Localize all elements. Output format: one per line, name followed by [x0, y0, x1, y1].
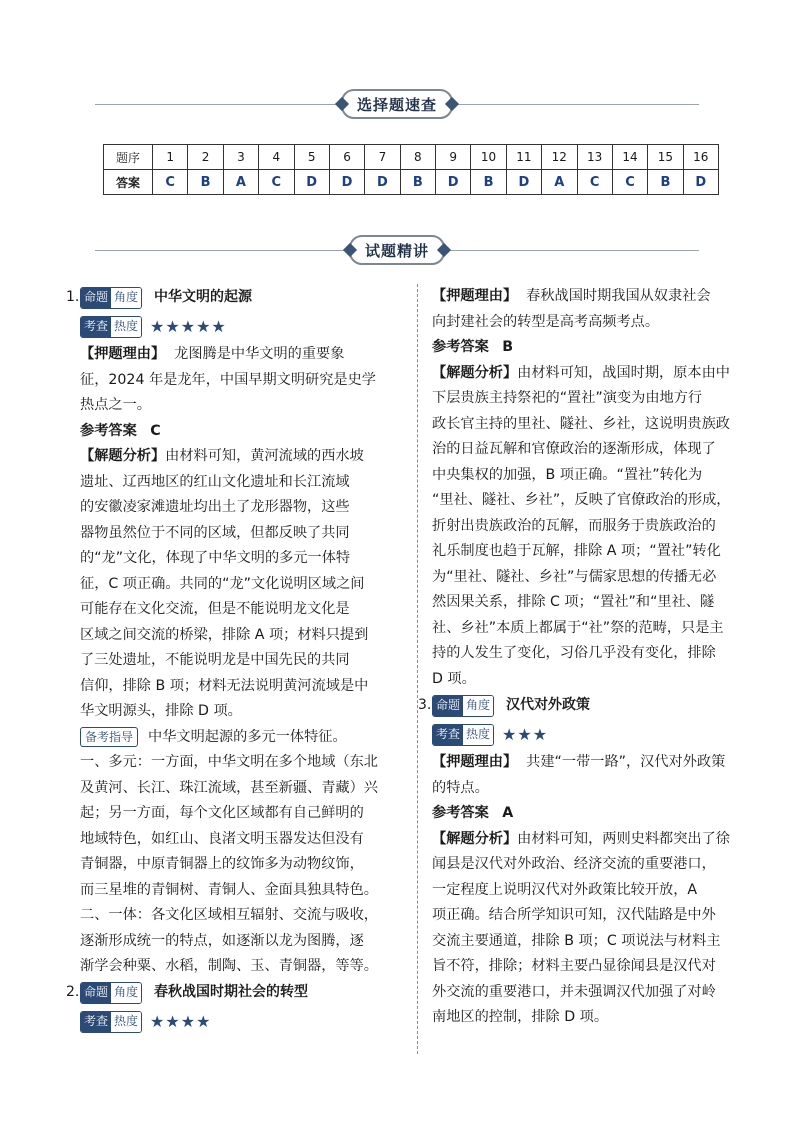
number-cell: 12 — [542, 145, 577, 170]
answer-value: A — [502, 805, 514, 821]
number-cell: 3 — [223, 145, 258, 170]
number-cell: 9 — [436, 145, 471, 170]
text-line: 持的人发生了变化，习俗几乎没有变化，排除 — [432, 645, 716, 661]
tag-part: 热度 — [463, 725, 493, 745]
text-line: 而三星堆的青铜树、青铜人、金面具独具特色。 — [80, 881, 378, 898]
number-cell: 13 — [577, 145, 612, 170]
right-column — [418, 284, 756, 1031]
text-line: 青铜器，中原青铜器上的纹饰多为动物纹饰， — [80, 856, 364, 872]
answer-table — [103, 144, 719, 195]
text-line: 可能存在文化交流，但是不能说明龙文化是 — [80, 601, 350, 617]
text-line: 了三处遗址，不能说明龙是中国先民的共同 — [80, 652, 350, 668]
text-line: 的安徽凌家滩遗址均出土了龙形器物，这些 — [80, 499, 350, 515]
text-span: 由材料可知，黄河流域的西水坡 — [165, 448, 364, 464]
angle-tag — [80, 287, 142, 309]
tag-part: 考查 — [81, 317, 111, 337]
answer-cell: D — [506, 170, 541, 195]
q2-title: 春秋战国时期社会的转型 — [154, 984, 309, 1001]
text-line: 渐学会种粟、水稻，制陶、玉、青铜器，等等。 — [80, 958, 378, 974]
text-line: 信仰，排除 B 项；材料无法说明黄河流域是中 — [80, 677, 369, 694]
number-cell: 5 — [294, 145, 329, 170]
number-cell: 6 — [329, 145, 364, 170]
answer-cell: B — [648, 170, 683, 195]
answer-cell: B — [471, 170, 506, 195]
tag-part: 角度 — [111, 288, 141, 308]
answer-label: 参考答案 — [432, 805, 489, 821]
text-line: D 项。 — [432, 670, 476, 687]
analysis-label: 【解题分析】 — [432, 364, 518, 381]
tag-part: 考查 — [81, 1012, 111, 1032]
analysis-label: 【解题分析】 — [80, 448, 166, 464]
text-line: 一、多元：一方面，中华文明在多个地域（东北 — [80, 754, 378, 770]
text-line: 旨不符，排除；材料主要凸显徐闻县是汉代对 — [432, 958, 716, 974]
q3-title: 汉代对外政策 — [506, 696, 591, 713]
heat-tag — [432, 724, 494, 746]
text-line: 交流主要通道，排除 B 项；C 项说法与材料主 — [432, 932, 721, 949]
banner-title: 试题精讲 — [349, 235, 445, 265]
text-line: 逐渐形成统一的特点，如逐渐以龙为图腾，逐 — [80, 932, 364, 949]
q3-heat — [432, 721, 756, 748]
answer-cell: D — [683, 170, 718, 195]
answer-row — [104, 170, 719, 195]
text-line: 地域特色，如红山、良渚文明玉器发达但没有 — [80, 830, 364, 847]
text-line — [432, 284, 756, 310]
text-line: 项正确。结合所学知识可知，汉代陆路是中外 — [432, 907, 716, 923]
text-line — [432, 827, 756, 853]
number-cell: 2 — [188, 145, 223, 170]
text-line: 然因果关系，排除 C 项；“置社”和“里社、隧 — [432, 594, 715, 610]
q2-heat — [80, 1009, 404, 1036]
number-cell: 8 — [400, 145, 435, 170]
tag-part: 角度 — [111, 983, 141, 1003]
answer-cell: B — [188, 170, 223, 195]
text-span: 由材料可知，两则史料都突出了徐 — [517, 830, 730, 847]
guide-text: 中华文明起源的多元一体特征。 — [148, 728, 347, 745]
text-line: 器物虽然位于不同的区域，但都反映了共同 — [80, 524, 350, 541]
q2-number: 2. — [66, 984, 80, 1001]
text-line — [80, 444, 404, 470]
number-cell: 7 — [365, 145, 400, 170]
tag-part: 命题 — [81, 983, 111, 1003]
text-line: “里社、隧社、乡社”，反映了官僚政治的形成， — [432, 492, 731, 508]
text-line: 外交流的重要港口，并未强调汉代加强了对岭 — [432, 983, 716, 1000]
answer-cell: D — [329, 170, 364, 195]
number-row — [104, 145, 719, 170]
text-line: 一定程度上说明汉代对外政策比较开放，A — [432, 881, 698, 898]
number-cell: 15 — [648, 145, 683, 170]
angle-tag — [80, 982, 142, 1004]
q2-heading — [66, 980, 404, 1007]
reason-label: 【押题理由】 — [432, 754, 518, 770]
answer-value: C — [150, 422, 161, 439]
answer-cell: C — [612, 170, 647, 195]
text-line: 折射出贵族政治的瓦解，而服务于贵族政治的 — [432, 517, 716, 534]
q1-title: 中华文明的起源 — [154, 288, 253, 305]
text-line: 征，C 项正确。共同的“龙”文化说明区域之间 — [80, 575, 365, 592]
number-cell: 4 — [259, 145, 294, 170]
text-span: 龙图腾是中华文明的重要象 — [174, 346, 345, 362]
text-line: 下层贵族主持祭祀的“置社”演变为由地方行 — [432, 390, 703, 406]
angle-tag — [432, 695, 494, 717]
heat-tag — [80, 1011, 142, 1033]
star-rating: ★★★★★ — [150, 316, 227, 336]
text-line: 治的日益瓦解和官僚政治的逐渐形成，体现了 — [432, 441, 716, 457]
answer-value: B — [502, 339, 514, 355]
text-line: 政长官主持的里社、隧社、乡社，这说明贵族政 — [432, 415, 730, 432]
text-line: 中央集权的加强，B 项正确。“置社”转化为 — [432, 466, 703, 483]
q1-number: 1. — [66, 288, 80, 305]
text-span: 由材料可知，战国时期，原本由中 — [517, 364, 730, 381]
q3-heading — [418, 692, 756, 719]
guide-tag: 备考指导 — [80, 727, 138, 747]
banner-title: 选择题速查 — [341, 89, 453, 119]
q3-analysis — [432, 827, 756, 1031]
quick-check-banner — [0, 88, 794, 120]
number-header: 题序 — [104, 145, 153, 170]
text-line: 及黄河、长江、珠江流域，甚至新疆、青藏）兴 — [80, 779, 378, 796]
number-cell: 10 — [471, 145, 506, 170]
text-line: 闻县是汉代对外政治、经济交流的重要港口， — [432, 856, 716, 872]
answer-cell: C — [259, 170, 294, 195]
q1-heat — [80, 313, 404, 340]
answer-cell: B — [400, 170, 435, 195]
tag-part: 命题 — [81, 288, 111, 308]
text-line: 二、一体：各文化区域相互辐射、交流与吸收， — [80, 907, 378, 923]
number-cell: 16 — [683, 145, 718, 170]
tag-part: 热度 — [111, 317, 141, 337]
text-line: 起；另一方面，每个文化区域都有自己鲜明的 — [80, 805, 364, 821]
answer-cell: A — [223, 170, 258, 195]
q3-reason — [432, 750, 756, 801]
text-line: 的特点。 — [432, 779, 489, 796]
explanation-banner — [0, 234, 794, 266]
number-cell: 11 — [506, 145, 541, 170]
reason-label: 【押题理由】 — [432, 288, 518, 304]
tag-part: 角度 — [463, 696, 493, 716]
q1-guide — [80, 725, 404, 751]
text-line — [432, 361, 756, 387]
text-span: 春秋战国时期我国从奴隶社会 — [526, 288, 711, 304]
q1-analysis — [80, 444, 404, 725]
text-span: 共建“一带一路”，汉代对外政策 — [526, 754, 726, 770]
text-line: 向封建社会的转型是高考高频考点。 — [432, 313, 660, 330]
text-line: 礼乐制度也趋于瓦解，排除 A 项；“置社”转化 — [432, 543, 721, 559]
number-cell: 14 — [612, 145, 647, 170]
q3-answer — [432, 801, 756, 827]
answer-cell: D — [365, 170, 400, 195]
heat-tag — [80, 316, 142, 338]
text-line: 华文明源头，排除 D 项。 — [80, 703, 242, 719]
answer-label: 参考答案 — [80, 422, 137, 439]
text-line — [80, 342, 404, 368]
tag-part: 命题 — [433, 696, 463, 716]
star-rating: ★★★ — [502, 724, 549, 744]
answer-cell: D — [294, 170, 329, 195]
answer-cell: C — [577, 170, 612, 195]
reason-label: 【押题理由】 — [80, 346, 166, 362]
q2-analysis — [432, 361, 756, 693]
analysis-label: 【解题分析】 — [432, 830, 518, 847]
text-line: 南地区的控制，排除 D 项。 — [432, 1009, 609, 1025]
text-line: 遗址、辽西地区的红山文化遗址和长江流域 — [80, 473, 350, 490]
text-line: 征，2024 年是龙年，中国早期文明研究是史学 — [80, 371, 376, 388]
q2-reason — [432, 284, 756, 335]
text-line: 社、乡社”本质上都属于“社”祭的范畴，只是主 — [432, 619, 724, 636]
tag-part: 考查 — [433, 725, 463, 745]
answer-cell: A — [542, 170, 577, 195]
q1-reason — [80, 342, 404, 419]
tag-part: 热度 — [111, 1012, 141, 1032]
q2-answer — [432, 335, 756, 361]
text-line: 区域之间交流的桥梁，排除 A 项；材料只提到 — [80, 626, 369, 643]
q1-heading — [66, 284, 404, 311]
answer-cell: C — [153, 170, 188, 195]
left-column — [66, 284, 404, 1038]
q1-guide-body — [80, 750, 404, 980]
q3-number: 3. — [418, 696, 432, 713]
text-line: 的“龙”文化，体现了中华文明的多元一体特 — [80, 550, 351, 566]
answer-label: 参考答案 — [432, 339, 489, 355]
text-line: 热点之一。 — [80, 397, 151, 413]
text-line: 为“里社、隧社、乡社”与儒家思想的传播无必 — [432, 568, 717, 585]
answer-cell: D — [436, 170, 471, 195]
answer-header: 答案 — [104, 170, 153, 195]
q1-answer — [80, 419, 404, 445]
number-cell: 1 — [153, 145, 188, 170]
text-line — [432, 750, 756, 776]
star-rating: ★★★★ — [150, 1012, 212, 1032]
